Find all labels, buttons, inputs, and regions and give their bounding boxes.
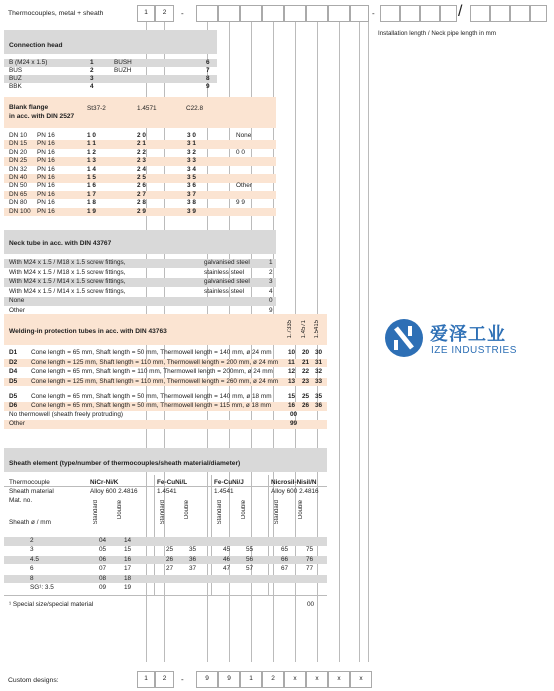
sheath-row: 2 04 14: [4, 537, 327, 546]
weld-mat-1: 1.7335: [287, 320, 293, 339]
double-label: Double: [184, 500, 190, 520]
logo-en: IZE INDUSTRIES: [431, 345, 517, 356]
ize-logo: [384, 318, 424, 358]
weld-row: D1 Cone length = 65 mm, Shaft length = 50 mm, Thermowell length = 140 mm, ø 24 mm 10 20 30: [9, 349, 323, 356]
neck-tube-row: Other 9: [9, 307, 273, 314]
flange-row: DN 25 PN 16 1 3 2 3 3 3: [4, 157, 276, 166]
standard-label: Standard: [274, 500, 280, 525]
weld-row: D4 Cone length = 65 mm, Shaft length = 110 mm, Thermowell length = 200mm, ø 24 mm 12 22 32: [9, 368, 323, 375]
code-box-3[interactable]: [196, 5, 218, 22]
standard-label: Standard: [160, 500, 166, 525]
neck-box-4[interactable]: [530, 5, 547, 22]
flange-row: DN 80 PN 16 1 8 2 8 3 8 9 9: [9, 199, 245, 207]
neck-tube-row: With M24 x 1.5 / M14 x 1.5 screw fittings, galvanised steel 3: [4, 278, 276, 287]
ize-logo-icon: [384, 318, 424, 358]
double-label: Double: [241, 500, 247, 520]
sheath-type-material: Alloy 600 2.4816: [90, 488, 138, 495]
flange-mat-1: St37-2: [87, 105, 106, 112]
length-box-1[interactable]: [380, 5, 400, 22]
neck-tube-row: None 0: [4, 297, 276, 306]
custom-code-box[interactable]: 9: [196, 671, 218, 688]
flange-row: DN 50 PN 16 1 6 2 6 3 6 Other: [9, 182, 252, 190]
welding-title: Welding-in protection tubes in acc. with DIN 43763: [9, 328, 167, 335]
flange-row: DN 65 PN 16 1 7 2 7 3 7: [4, 191, 276, 200]
code-box-2[interactable]: 2: [155, 5, 174, 22]
weld-mat-2: 1.4571: [301, 320, 307, 339]
header-title: Thermocouples, metal + sheath: [8, 10, 104, 17]
code-box-1[interactable]: 1: [137, 5, 155, 22]
sheath-type-name: Nicrosil-Nisil/N: [271, 479, 317, 486]
code-box-8[interactable]: [306, 5, 328, 22]
weld-row: D5 Cone length = 65 mm, Shaft length = 50 mm, Thermowell length = 140 mm, ø 18 mm 15 25 35: [9, 393, 323, 400]
standard-label: Standard: [93, 500, 99, 525]
weld-row: D5 Cone length = 125 mm, Shaft length = 110 mm, Thermowell length = 260 mm, ø 24 mm 13 23 33: [4, 378, 327, 387]
custom-code-box[interactable]: 1: [137, 671, 155, 688]
header-slash: /: [458, 3, 463, 20]
sheath-row: 8 08 18: [4, 575, 327, 584]
custom-code-box[interactable]: 2: [262, 671, 284, 688]
flange-row: DN 15 PN 16 1 1 2 1 3 1: [4, 140, 276, 149]
sheath-type-name: Fe-CuNi/J: [214, 479, 244, 486]
connection-head-title: Connection head: [9, 42, 63, 49]
neck-tube-row: With M24 x 1.5 / M14 x 1.5 screw fittings, stainless steel 4: [9, 287, 273, 295]
blank-flange-subtitle: in acc. with DIN 2527: [9, 113, 75, 120]
sheath-label-thermocouple: Thermocouple: [9, 479, 50, 486]
custom-code-box[interactable]: 9: [218, 671, 240, 688]
neck-tube-row: With M24 x 1.5 / M18 x 1.5 screw fittings, galvanised steel 1: [4, 259, 276, 268]
neck-tube-title: Neck tube in acc. with DIN 43767: [9, 240, 112, 247]
code-box-5[interactable]: [240, 5, 262, 22]
weld-mat-3: 1.5415: [314, 320, 320, 339]
sheath-type-material: 1.4541: [157, 488, 177, 495]
neck-box-1[interactable]: [470, 5, 490, 22]
sheath-row: 6 07 17 27 37 47 57 67 77: [30, 565, 314, 573]
standard-label: Standard: [217, 500, 223, 525]
weld-other-row: Other 99: [4, 420, 327, 429]
sheath-label-diameter: Sheath ø / mm: [9, 519, 51, 526]
sheath-title: Sheath element (type/number of thermocouples/sheath material/diameter): [9, 460, 241, 467]
weld-row: D2 Cone length = 125 mm, Shaft length = 110 mm, Thermowell length = 200 mm, ø 24 mm 11 21 31: [4, 359, 327, 368]
sheath-row: 4.5 06 16 26 36 46 56 66 76: [4, 556, 327, 565]
custom-code-box[interactable]: 1: [240, 671, 262, 688]
neck-tube-row: With M24 x 1.5 / M18 x 1.5 screw fittings, stainless steel 2: [9, 268, 273, 276]
sheath-type-material: Alloy 600 2.4816: [271, 488, 319, 495]
sheath-foot-code: 00: [307, 601, 315, 608]
conn-head-row: B (M24 x 1.5) 1 BUSH 6: [9, 59, 210, 66]
sheath-label-material: Sheath material: [9, 488, 54, 495]
custom-code-box[interactable]: x: [350, 671, 372, 688]
header-dash-2: -: [372, 9, 375, 18]
flange-mat-2: 1.4571: [137, 105, 157, 112]
sheath-footnote: ¹ Special size/special material: [9, 601, 94, 608]
no-thermowell-row: No thermowell (sheath freely protruding) 00: [9, 411, 298, 418]
conn-head-row: BUS 2 BUZH 7: [9, 67, 210, 74]
conn-head-row: BUZ 3 8: [9, 75, 210, 82]
code-box-6[interactable]: [262, 5, 284, 22]
custom-code-box[interactable]: x: [284, 671, 306, 688]
sheath-type-name: Fe-CuNi/L: [157, 479, 188, 486]
code-box-4[interactable]: [218, 5, 240, 22]
conn-head-row: BBK 4 9: [9, 83, 210, 90]
length-box-4[interactable]: [440, 5, 457, 22]
flange-row: DN 32 PN 16 1 4 2 4 3 4: [9, 165, 196, 173]
sheath-type-material: 1.4541: [214, 488, 234, 495]
sheath-type-name: NiCr-Ni/K: [90, 479, 119, 486]
code-box-7[interactable]: [284, 5, 306, 22]
neck-box-2[interactable]: [490, 5, 510, 22]
flange-row: DN 10 PN 16 1 0 2 0 3 0 None: [9, 132, 252, 139]
double-label: Double: [298, 500, 304, 520]
weld-row: D6 Cone length = 65 mm, Shaft length = 50 mm, Thermowell length = 115 mm, ø 18 mm 16 26 36: [4, 402, 327, 411]
flange-row: DN 20 PN 16 1 2 2 2 3 2 0 0: [9, 148, 245, 156]
code-box-9[interactable]: [328, 5, 350, 22]
custom-code-box[interactable]: x: [328, 671, 350, 688]
header-dash-1: -: [181, 9, 184, 18]
length-box-3[interactable]: [420, 5, 440, 22]
flange-row: DN 100 PN 16 1 9 2 9 3 9: [4, 208, 276, 217]
custom-dash: -: [181, 675, 184, 684]
flange-row: DN 40 PN 16 1 5 2 5 3 5: [4, 174, 276, 183]
logo-cn: 爱泽工业: [430, 324, 506, 344]
double-label: Double: [117, 500, 123, 520]
blank-flange-title: Blank flange: [9, 104, 49, 111]
sheath-row: 3 05 15 25 35 45 55 65 75: [30, 546, 314, 554]
custom-label: Custom designs:: [8, 677, 59, 684]
sheath-label-matno: Mat. no.: [9, 497, 33, 504]
custom-code-box[interactable]: x: [306, 671, 328, 688]
custom-code-box[interactable]: 2: [155, 671, 174, 688]
flange-mat-3: C22.8: [186, 105, 204, 112]
code-box-10[interactable]: [350, 5, 369, 22]
length-box-2[interactable]: [400, 5, 420, 22]
install-label: Installation length / Neck pipe length in mm: [378, 30, 496, 37]
sheath-row: SG¹: 3.5 09 19: [30, 584, 132, 591]
neck-box-3[interactable]: [510, 5, 530, 22]
